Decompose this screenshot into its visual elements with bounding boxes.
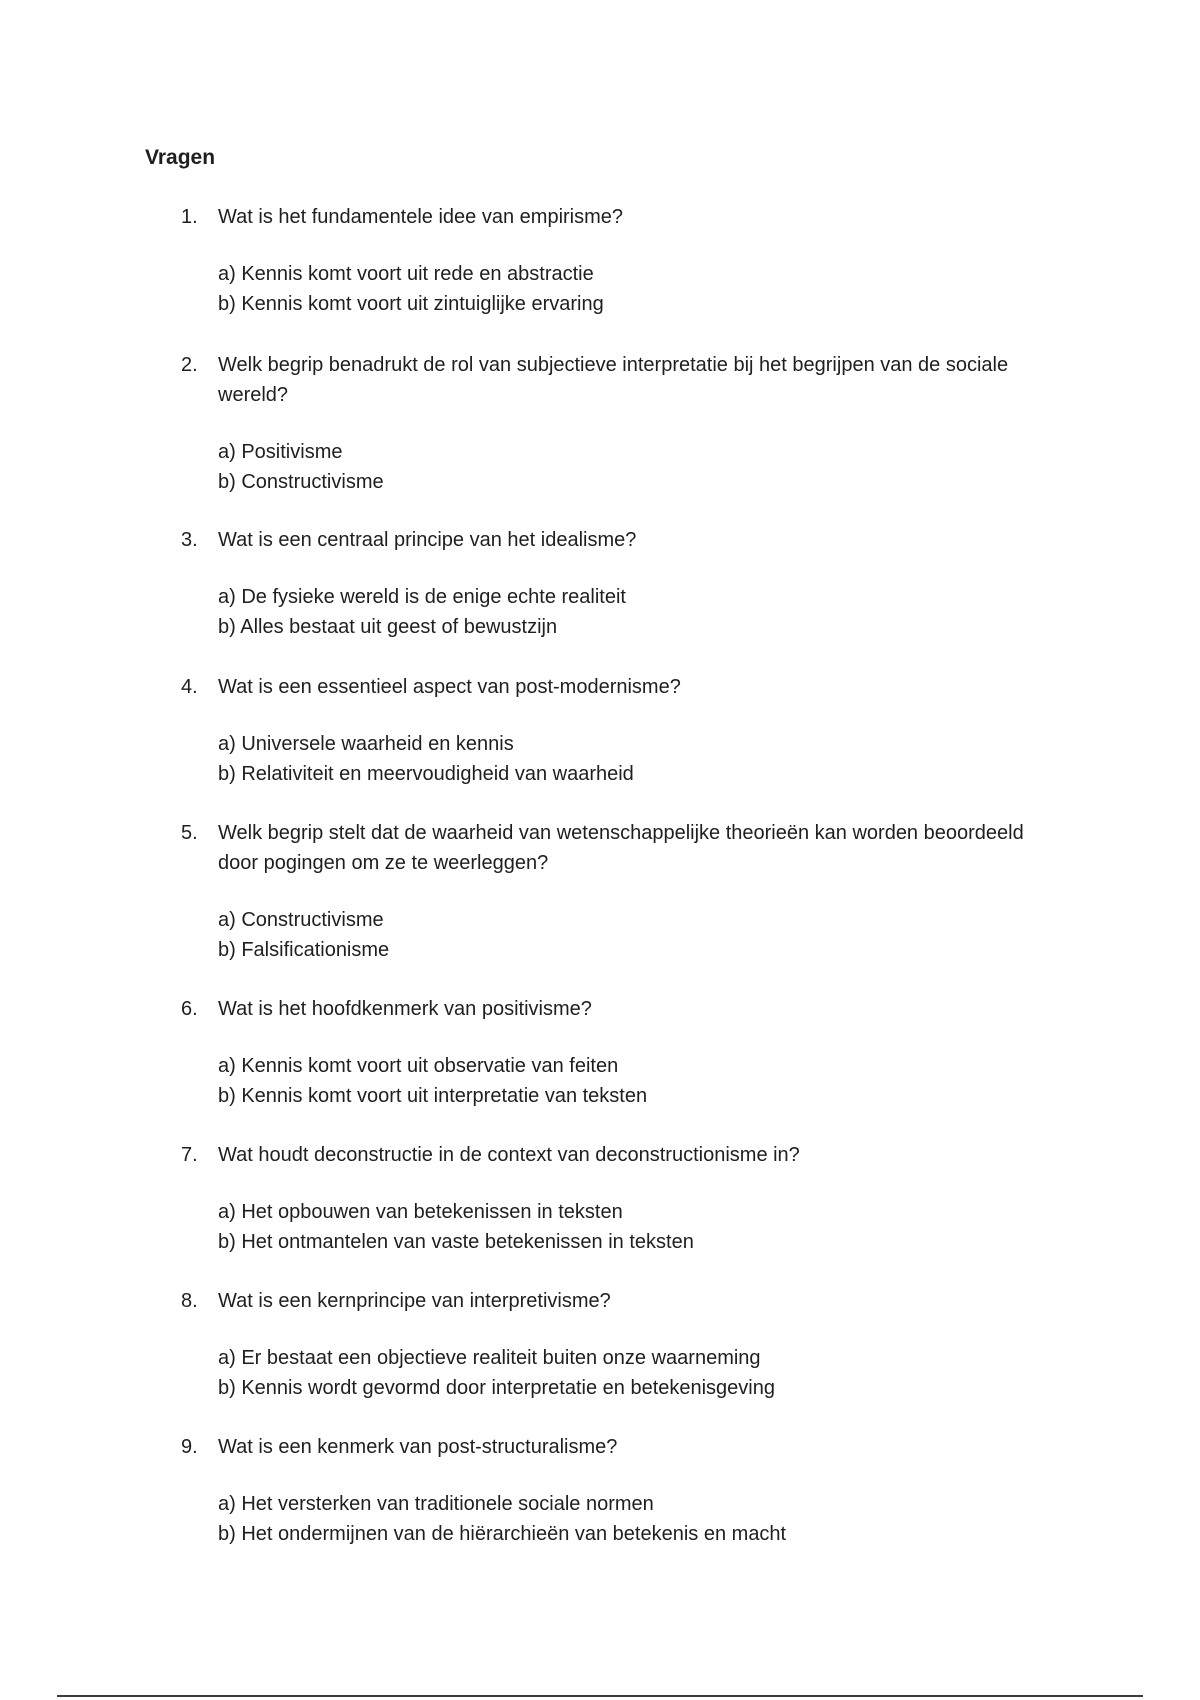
option-a: a) Het versterken van traditionele sociale normen [218,1493,654,1515]
answer-options [218,905,1118,965]
question-number: 2. [181,354,198,376]
option-b: b) Kennis komt voort uit interpretatie van teksten [218,1085,648,1107]
question-number: 3. [181,529,198,551]
answer-options [218,437,1118,497]
page-bottom-divider [57,1695,1143,1697]
question-text: Wat is een essentieel aspect van post-modernisme? [218,676,681,698]
question-text: Wat is het fundamentele idee van empirisme? [218,206,624,228]
option-a: a) Er bestaat een objectieve realiteit buiten onze waarneming [218,1347,761,1369]
option-b: b) Kennis komt voort uit zintuiglijke ervaring [218,293,604,315]
answer-options [218,729,1118,789]
option-a: a) Positivisme [218,441,343,463]
question-text: Wat is het hoofdkenmerk van positivisme? [218,998,592,1020]
question-number: 9. [181,1436,198,1458]
question-text: Wat is een centraal principe van het idealisme? [218,529,637,551]
question-number: 5. [181,822,198,844]
answer-options [218,1343,1118,1403]
option-a: a) Kennis komt voort uit rede en abstractie [218,263,594,285]
option-b: b) Kennis wordt gevormd door interpretatie en betekenisgeving [218,1377,775,1399]
question-text: Welk begrip stelt dat de waarheid van wetenschappelijke theorieën kan worden beoordeeld door pogingen om ze te weerleggen? [218,822,1024,874]
question-text: Wat houdt deconstructie in de context van deconstructionisme in? [218,1144,800,1166]
option-a: a) Kennis komt voort uit observatie van feiten [218,1055,619,1077]
answer-options [218,1197,1118,1257]
question-number: 7. [181,1144,198,1166]
question-text: Wat is een kenmerk van post-structuralisme? [218,1436,618,1458]
answer-options [218,1051,1118,1111]
page-heading: Vragen [145,146,216,169]
option-b: b) Constructivisme [218,471,384,493]
question-text: Welk begrip benadrukt de rol van subjectieve interpretatie bij het begrijpen van de sociale wereld? [218,354,1009,406]
answer-options [218,259,1118,319]
question-number: 4. [181,676,198,698]
option-a: a) Het opbouwen van betekenissen in teksten [218,1201,623,1223]
question-number: 8. [181,1290,198,1312]
answer-options [218,582,1118,642]
question-number: 1. [181,206,198,228]
option-a: a) Constructivisme [218,909,384,931]
option-b: b) Relativiteit en meervoudigheid van waarheid [218,763,634,785]
question-text: Wat is een kernprincipe van interpretivisme? [218,1290,611,1312]
option-b: b) Alles bestaat uit geest of bewustzijn [218,616,558,638]
answer-options [218,1489,1118,1549]
option-b: b) Het ontmantelen van vaste betekenissen in teksten [218,1231,694,1253]
option-a: a) De fysieke wereld is de enige echte realiteit [218,586,626,608]
option-a: a) Universele waarheid en kennis [218,733,514,755]
option-b: b) Falsificationisme [218,939,390,961]
option-b: b) Het ondermijnen van de hiërarchieën van betekenis en macht [218,1523,787,1545]
question-number: 6. [181,998,198,1020]
